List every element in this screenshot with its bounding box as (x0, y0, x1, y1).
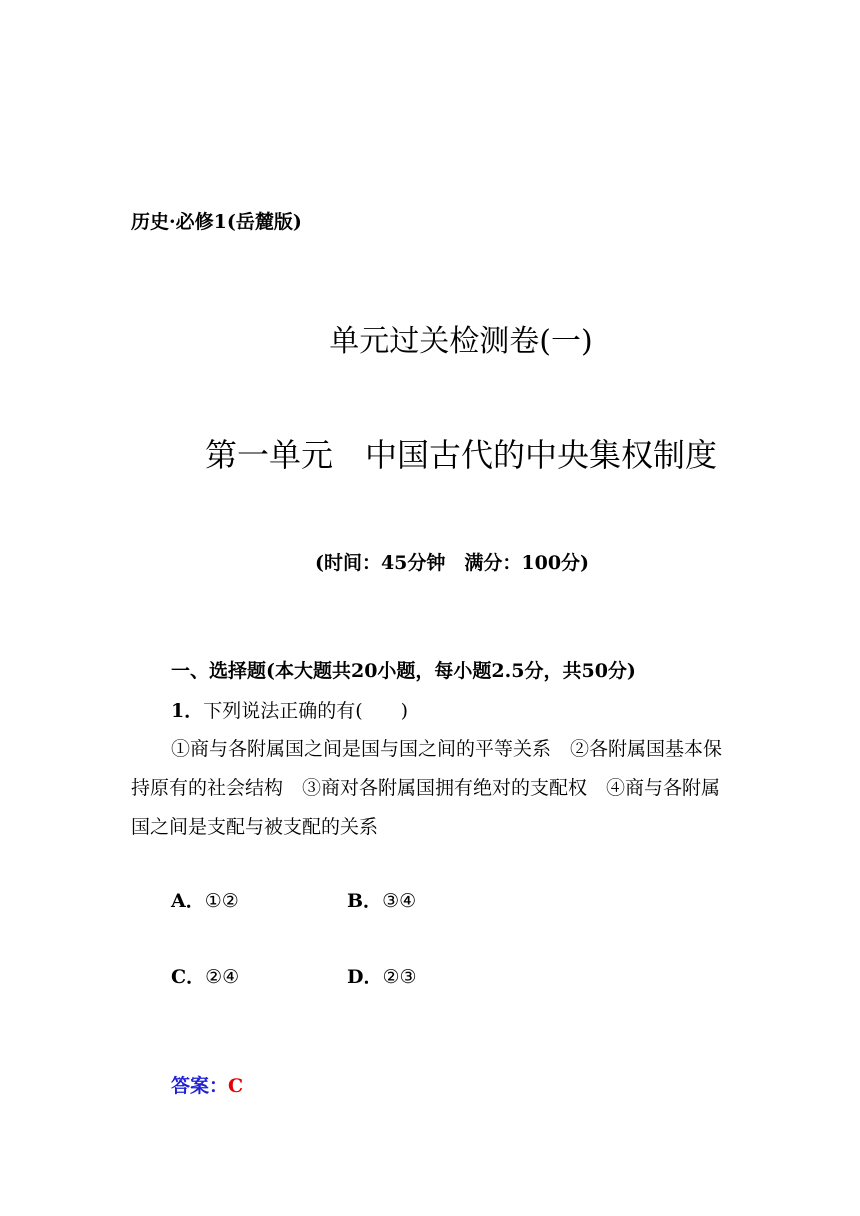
question-number: 1． (171, 700, 204, 722)
question-stem: ①商与各附属国之间是国与国之间的平等关系 ②各附属国基本保持原有的社会结构 ③商对各附属国拥有绝对的支配权 ④商与各附属国之间是支配与被支配的关系 (131, 738, 723, 838)
page-title: 单元过关检测卷(一) (329, 324, 593, 359)
option-b-text: ③④ (382, 890, 417, 912)
option-b-letter: B． (347, 890, 383, 912)
question-prompt (171, 696, 408, 723)
answer-label: 答案： (171, 1075, 229, 1097)
option-d-letter: D． (347, 966, 383, 988)
answer-line (171, 1071, 243, 1098)
option-d-text: ②③ (382, 966, 417, 988)
answer-value: C (228, 1075, 244, 1097)
section-heading: 一、选择题(本大题共20小题，每小题2.5分，共50分) (171, 660, 636, 682)
exam-time-info: (时间：45分钟 满分：100分) (314, 552, 590, 574)
option-b (347, 886, 416, 913)
document-header: 历史·必修1(岳麓版) (131, 211, 302, 233)
option-c-letter: C． (171, 966, 206, 988)
unit-subtitle: 第一单元 中国古代的中央集权制度 (204, 436, 717, 474)
option-c-text: ②④ (205, 966, 240, 988)
question-prompt-text: 下列说法正确的有( ) (203, 700, 409, 722)
option-a-letter: A． (171, 890, 205, 912)
option-d (347, 962, 417, 989)
option-a-text: ①② (204, 890, 239, 912)
option-a (171, 886, 239, 913)
option-c (171, 962, 239, 989)
